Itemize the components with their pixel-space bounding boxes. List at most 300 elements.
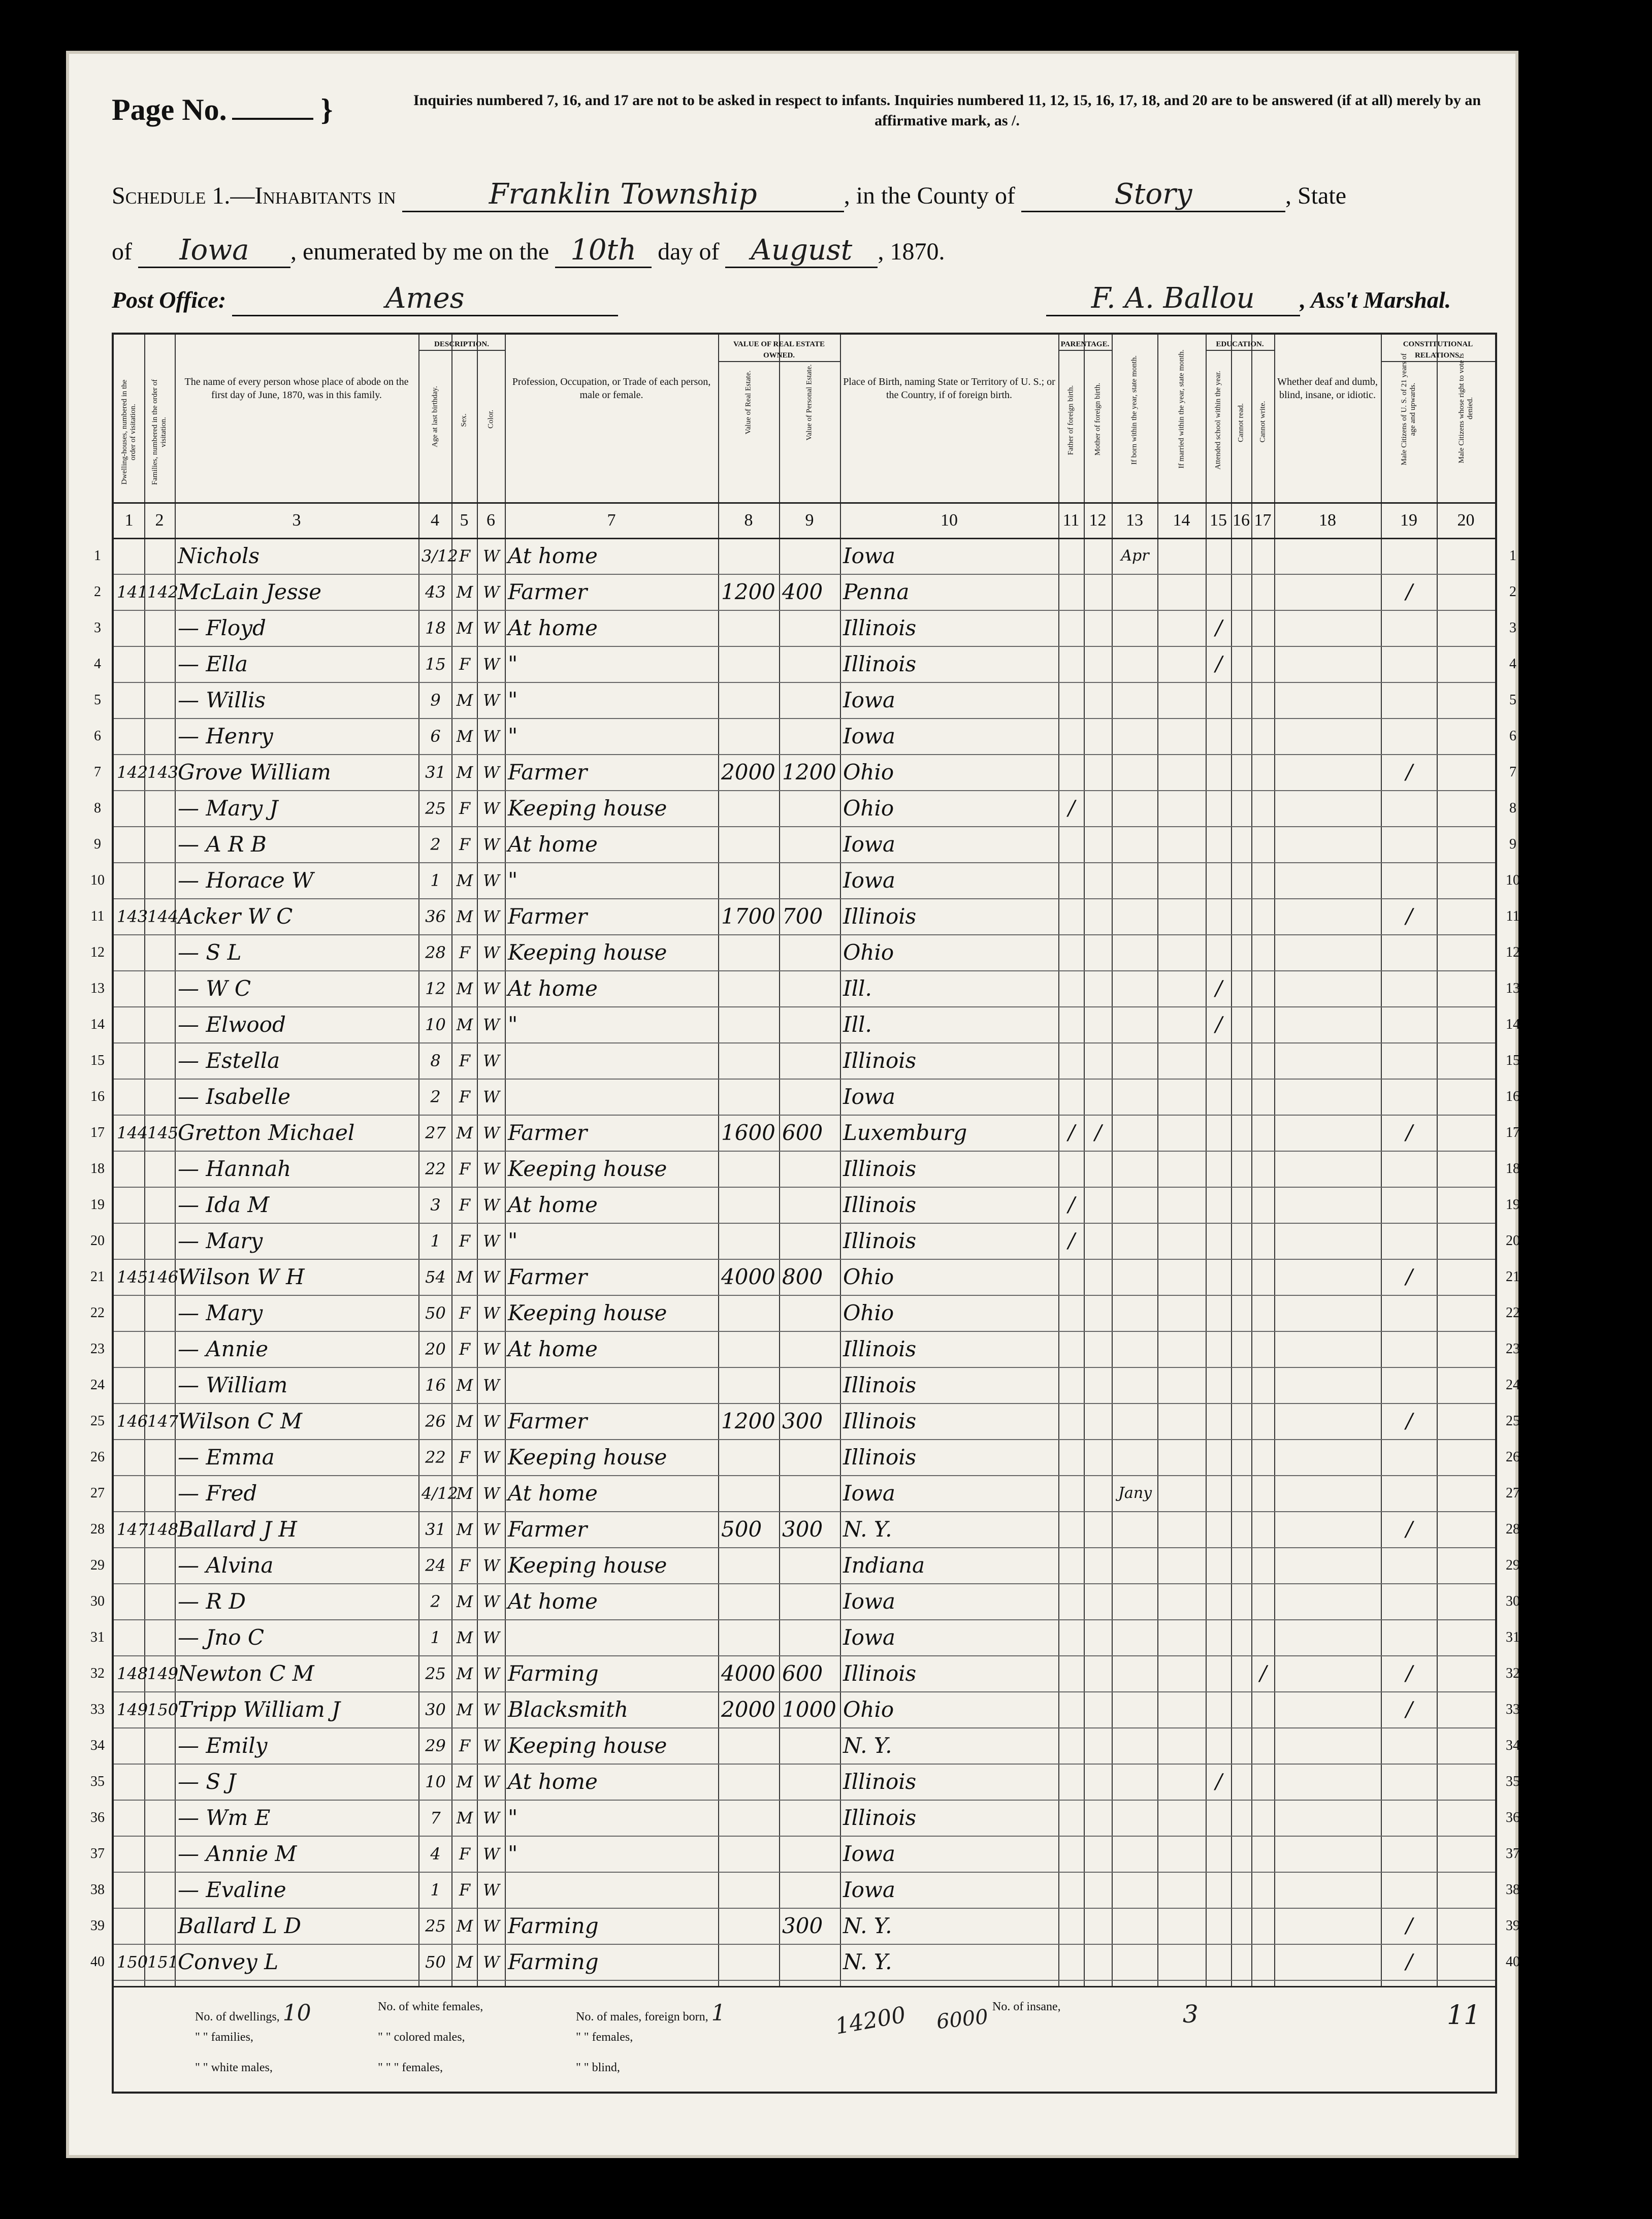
cell-age: 12 xyxy=(425,979,446,998)
line-number: 14 xyxy=(90,1017,105,1032)
cell-age: 15 xyxy=(425,655,446,674)
cell-sex: M xyxy=(456,1952,473,1972)
column-header-15: Attended school within the year. xyxy=(1214,371,1222,470)
cell-name: — Ida M xyxy=(178,1192,270,1217)
column-header-5: Sex. xyxy=(460,413,468,427)
column-number-9: 9 xyxy=(779,502,840,537)
cell-sex: F xyxy=(459,1195,471,1215)
cell-pe: 400 xyxy=(782,579,823,604)
cell-color: W xyxy=(483,1087,500,1106)
cell-c12: / xyxy=(1094,1121,1102,1145)
cell-name: Wilson C M xyxy=(178,1409,303,1433)
cell-age: 1 xyxy=(430,1628,441,1647)
cell-age: 25 xyxy=(425,1916,446,1936)
cell-c19: / xyxy=(1406,761,1413,784)
cell-d: 149 xyxy=(117,1700,148,1719)
cell-age: 4 xyxy=(430,1844,441,1864)
column-divider xyxy=(779,335,780,1987)
cell-color: W xyxy=(483,799,500,818)
cell-color: W xyxy=(483,1376,500,1395)
cell-sex: F xyxy=(459,1051,471,1070)
column-header-13: If born within the year, state month. xyxy=(1130,355,1139,465)
cell-color: W xyxy=(483,1700,500,1719)
line-number: 9 xyxy=(1509,836,1516,852)
cell-age: 22 xyxy=(425,1159,446,1179)
cell-name: — Jno C xyxy=(178,1625,265,1650)
line-number: 27 xyxy=(90,1485,105,1501)
line-number: 33 xyxy=(1506,1702,1520,1717)
cell-d: 146 xyxy=(117,1412,148,1431)
cell-birth: N. Y. xyxy=(843,1517,892,1542)
cell-c15: / xyxy=(1215,1013,1222,1036)
cell-name: — Estella xyxy=(178,1048,280,1073)
page-number-label: Page No. } xyxy=(112,93,333,126)
cell-name: — Horace W xyxy=(178,868,314,893)
cell-pe: 1000 xyxy=(782,1697,836,1722)
cell-age: 27 xyxy=(425,1123,446,1143)
line-number: 26 xyxy=(1506,1449,1520,1465)
cell-name: — S L xyxy=(178,940,242,965)
cell-age: 2 xyxy=(430,1592,441,1611)
cell-occ: Farmer xyxy=(508,1120,588,1145)
cell-sex: M xyxy=(456,1808,473,1828)
cell-name: — Annie M xyxy=(178,1841,297,1866)
line-number: 22 xyxy=(90,1305,105,1321)
cell-name: Newton C M xyxy=(178,1661,314,1686)
line-number: 24 xyxy=(1506,1377,1520,1393)
line-number: 40 xyxy=(1506,1954,1520,1970)
cell-c15: / xyxy=(1215,977,1222,1000)
cell-name: McLain Jesse xyxy=(178,579,321,604)
line-number: 30 xyxy=(1506,1593,1520,1609)
cell-color: W xyxy=(483,582,500,602)
column-header-14: If married within the year, state month. xyxy=(1177,349,1185,469)
cell-color: W xyxy=(483,1844,500,1864)
line-number: 21 xyxy=(1506,1269,1520,1285)
line-number: 4 xyxy=(1509,656,1516,672)
line-number: 31 xyxy=(90,1629,105,1645)
cell-name: — W C xyxy=(178,976,251,1001)
inquiry-note: Inquiries numbered 7, 16, and 17 are not to be asked in respect to infants. Inquiries numbered 11, 12, 15, 16, 17, 18, and 20 are to be answered (if at all) merely by an affirmative mark, as /. xyxy=(413,92,1481,129)
column-divider xyxy=(1274,335,1275,1987)
cell-name: — Mary xyxy=(178,1300,263,1325)
column-header-8: Value of Real Estate. xyxy=(744,370,753,435)
group-header-description: DESCRIPTION. xyxy=(418,339,505,351)
cell-d: 145 xyxy=(117,1267,148,1287)
cell-occ: " xyxy=(508,1228,518,1253)
cell-name: — Floyd xyxy=(178,615,266,640)
cell-age: 28 xyxy=(425,943,446,962)
group-header-parentage: PARENTAGE. xyxy=(1058,339,1112,351)
line-number: 13 xyxy=(90,981,105,996)
cell-name: — Henry xyxy=(178,724,273,748)
cell-birth: Illinois xyxy=(843,1336,917,1361)
cell-sex: F xyxy=(459,655,471,674)
cell-age: 31 xyxy=(425,763,446,782)
cell-color: W xyxy=(483,1736,500,1755)
cell-age: 1 xyxy=(430,871,441,890)
citizens-tally: 11 xyxy=(1447,2000,1481,2031)
cell-color: W xyxy=(483,1556,500,1575)
dwellings-count: 10 xyxy=(282,2000,311,2026)
cell-color: W xyxy=(483,618,500,638)
column-divider xyxy=(840,335,841,1987)
line-number: 5 xyxy=(1509,692,1516,708)
cell-birth: Illinois xyxy=(843,904,917,929)
cell-name: Grove William xyxy=(178,760,331,785)
cell-re: 500 xyxy=(721,1517,762,1542)
line-number: 29 xyxy=(1506,1557,1520,1573)
column-number-14: 14 xyxy=(1157,502,1206,537)
cell-birth: Illinois xyxy=(843,1409,917,1433)
cell-re: 1200 xyxy=(721,579,775,604)
cell-occ: At home xyxy=(508,615,598,640)
line-number: 18 xyxy=(90,1161,105,1177)
line-number: 28 xyxy=(90,1521,105,1537)
line-number: 21 xyxy=(90,1269,105,1285)
column-header-2: Families, numbered in the order of visitation. xyxy=(151,379,168,485)
cell-occ: At home xyxy=(508,543,598,568)
township-value: Franklin Township xyxy=(402,178,844,212)
line-number: 16 xyxy=(90,1089,105,1104)
state-value: Iowa xyxy=(138,234,290,268)
cell-pe: 600 xyxy=(782,1661,823,1686)
cell-color: W xyxy=(483,1231,500,1251)
cell-color: W xyxy=(483,835,500,854)
cell-age: 50 xyxy=(425,1303,446,1323)
cell-sex: M xyxy=(456,1628,473,1647)
cell-name: Nichols xyxy=(178,543,260,568)
line-number: 2 xyxy=(94,584,101,600)
cell-name: — Emily xyxy=(178,1733,268,1758)
cell-re: 4000 xyxy=(721,1264,775,1289)
cell-name: — Mary J xyxy=(178,796,278,821)
cell-age: 36 xyxy=(425,907,446,926)
cell-d: 144 xyxy=(117,1123,148,1143)
cell-occ: Farmer xyxy=(508,1517,588,1542)
line-number: 6 xyxy=(94,728,101,744)
line-number: 23 xyxy=(1506,1341,1520,1357)
line-number: 25 xyxy=(1506,1413,1520,1429)
cell-age: 10 xyxy=(425,1772,446,1791)
line-number: 15 xyxy=(90,1053,105,1068)
line-number: 36 xyxy=(90,1810,105,1825)
cell-birth: Iowa xyxy=(843,1877,895,1902)
cell-occ: Keeping house xyxy=(508,1156,667,1181)
line-number: 19 xyxy=(90,1197,105,1213)
cell-c15: / xyxy=(1215,652,1222,676)
cell-re: 1200 xyxy=(721,1409,775,1433)
column-number-4: 4 xyxy=(418,502,451,537)
cell-sex: M xyxy=(456,1916,473,1936)
column-header-9: Value of Personal Estate. xyxy=(805,364,814,441)
line-number: 38 xyxy=(1506,1882,1520,1898)
cell-age: 3 xyxy=(430,1195,441,1215)
cell-sex: M xyxy=(456,1700,473,1719)
cell-birth: Ohio xyxy=(843,760,894,785)
line-number: 34 xyxy=(1506,1738,1520,1753)
cell-age: 8 xyxy=(430,1051,441,1070)
cell-name: Wilson W H xyxy=(178,1264,305,1289)
cell-birth: Iowa xyxy=(843,688,895,712)
cell-color: W xyxy=(483,1520,500,1539)
line-number: 19 xyxy=(1506,1197,1520,1213)
column-divider xyxy=(1157,335,1158,1987)
cell-sex: M xyxy=(456,1664,473,1683)
cell-sex: F xyxy=(459,1880,471,1900)
cell-sex: F xyxy=(459,1087,471,1106)
cell-age: 22 xyxy=(425,1448,446,1467)
cell-birth: Illinois xyxy=(843,1661,917,1686)
cell-age: 25 xyxy=(425,799,446,818)
cell-sex: F xyxy=(459,1340,471,1359)
cell-pe: 300 xyxy=(782,1517,823,1542)
line-number: 18 xyxy=(1506,1161,1520,1177)
cell-age: 20 xyxy=(425,1340,446,1359)
cell-color: W xyxy=(483,1267,500,1287)
cell-name: — Annie xyxy=(178,1336,269,1361)
cell-sex: F xyxy=(459,1159,471,1179)
column-number-1: 1 xyxy=(114,502,144,537)
line-number: 4 xyxy=(94,656,101,672)
cell-birth: Illinois xyxy=(843,1373,917,1397)
cell-sex: F xyxy=(459,1556,471,1575)
cell-color: W xyxy=(483,979,500,998)
cell-occ: At home xyxy=(508,976,598,1001)
cell-color: W xyxy=(483,1412,500,1431)
column-header-19: Male Citizens of U. S. of 21 years of age and upwards. xyxy=(1400,353,1417,466)
cell-occ: At home xyxy=(508,1769,598,1794)
line-number: 17 xyxy=(1506,1125,1520,1140)
cell-birth: Ohio xyxy=(843,1697,894,1722)
line-number: 38 xyxy=(90,1882,105,1898)
cell-color: W xyxy=(483,1628,500,1647)
cell-name: Ballard L D xyxy=(178,1913,302,1938)
cell-c19: / xyxy=(1406,1950,1413,1974)
males-foreign-count: 1 xyxy=(711,2000,726,2026)
cell-c19: / xyxy=(1406,1914,1413,1938)
cell-color: W xyxy=(483,943,500,962)
cell-name: — Emma xyxy=(178,1445,275,1470)
column-number-18: 18 xyxy=(1274,502,1381,537)
cell-pe: 300 xyxy=(782,1409,823,1433)
line-number: 2 xyxy=(1509,584,1516,600)
line-number: 27 xyxy=(1506,1485,1520,1501)
cell-color: W xyxy=(483,1664,500,1683)
cell-pe: 800 xyxy=(782,1264,823,1289)
cell-name: — William xyxy=(178,1373,288,1397)
column-number-8: 8 xyxy=(718,502,779,537)
cell-f: 145 xyxy=(147,1123,179,1143)
cell-birth: Ohio xyxy=(843,1264,894,1289)
cell-f: 143 xyxy=(147,763,179,782)
line-number: 40 xyxy=(90,1954,105,1970)
cell-birth: Illinois xyxy=(843,651,917,676)
cell-birth: N. Y. xyxy=(843,1733,892,1758)
cell-pe: 700 xyxy=(782,904,823,929)
cell-pe: 600 xyxy=(782,1120,823,1145)
column-header-11: Father of foreign birth. xyxy=(1066,385,1075,455)
cell-name: Gretton Michael xyxy=(178,1120,355,1145)
cell-re: 1700 xyxy=(721,904,775,929)
cell-birth: Illinois xyxy=(843,1048,917,1073)
cell-name: — Alvina xyxy=(178,1553,274,1578)
cell-color: W xyxy=(483,1808,500,1828)
line-number: 3 xyxy=(1509,620,1516,636)
cell-sex: M xyxy=(456,1772,473,1791)
cell-c19: / xyxy=(1406,580,1413,604)
cell-occ: Farmer xyxy=(508,579,588,604)
cell-age: 4/12 xyxy=(422,1484,458,1503)
cell-occ: Keeping house xyxy=(508,940,667,965)
cell-name: Convey L xyxy=(178,1949,279,1974)
county-value: Story xyxy=(1021,178,1285,212)
cell-c11: / xyxy=(1068,797,1075,820)
cell-age: 1 xyxy=(430,1880,441,1900)
cell-c15: / xyxy=(1215,616,1222,640)
schedule-line: Schedule 1.—Inhabitants in Franklin Township , in the County of Story , State xyxy=(112,178,1346,212)
column-divider xyxy=(1231,335,1232,1987)
cell-c19: / xyxy=(1406,1518,1413,1541)
group-header-constitutional: CONSTITUTIONAL RELATIONS. xyxy=(1381,339,1495,362)
total-personal-estate: 6000 xyxy=(935,2005,989,2034)
cell-birth: Iowa xyxy=(843,1589,895,1614)
cell-age: 16 xyxy=(425,1376,446,1395)
cell-occ: " xyxy=(508,1805,518,1830)
line-number: 29 xyxy=(90,1557,105,1573)
marshal-signature: F. A. Ballou xyxy=(1046,282,1300,316)
cell-c11: / xyxy=(1068,1121,1075,1145)
cell-age: 43 xyxy=(425,582,446,602)
cell-c17: / xyxy=(1259,1662,1267,1685)
line-number: 34 xyxy=(90,1738,105,1753)
column-divider xyxy=(718,335,719,1987)
column-divider xyxy=(1437,335,1438,1987)
line-number: 25 xyxy=(90,1413,105,1429)
cell-f: 146 xyxy=(147,1267,179,1287)
cell-d: 148 xyxy=(117,1664,148,1683)
column-divider xyxy=(477,335,478,1987)
column-divider xyxy=(451,335,452,1987)
total-real-estate: 14200 xyxy=(833,2002,908,2040)
cell-name: Acker W C xyxy=(178,904,293,929)
column-number-12: 12 xyxy=(1084,502,1112,537)
line-number: 10 xyxy=(1506,872,1520,888)
cell-birth: Illinois xyxy=(843,1769,917,1794)
cell-age: 1 xyxy=(430,1231,441,1251)
cell-birth: N. Y. xyxy=(843,1913,892,1938)
cell-color: W xyxy=(483,1916,500,1936)
cell-birth: Illinois xyxy=(843,1805,917,1830)
column-header-18: Whether deaf and dumb, blind, insane, or idiotic. xyxy=(1277,376,1378,401)
cell-sex: F xyxy=(459,943,471,962)
cell-d: 147 xyxy=(117,1520,148,1539)
cell-sex: M xyxy=(456,618,473,638)
cell-age: 2 xyxy=(430,1087,441,1106)
cell-sex: F xyxy=(459,1736,471,1755)
cell-age: 18 xyxy=(425,618,446,638)
cell-birth: Ohio xyxy=(843,796,894,821)
census-table xyxy=(90,333,1520,2094)
cell-name: — Isabelle xyxy=(178,1084,290,1109)
line-number: 37 xyxy=(90,1846,105,1862)
day-value: 10th xyxy=(555,234,652,268)
cell-re: 4000 xyxy=(721,1661,775,1686)
column-number-5: 5 xyxy=(451,502,477,537)
column-number-3: 3 xyxy=(175,502,418,537)
cell-color: W xyxy=(483,691,500,710)
column-divider xyxy=(1058,335,1059,1987)
cell-age: 3/12 xyxy=(422,546,458,566)
cell-birth: Illinois xyxy=(843,615,917,640)
line-number: 35 xyxy=(90,1774,105,1789)
column-header-4: Age at last birthday. xyxy=(431,385,439,447)
cell-occ: Farming xyxy=(508,1913,599,1938)
line-number: 28 xyxy=(1506,1521,1520,1537)
cell-d: 141 xyxy=(117,582,148,602)
cell-birth: Iowa xyxy=(843,543,895,568)
cell-occ: " xyxy=(508,688,518,712)
cell-age: 31 xyxy=(425,1520,446,1539)
cell-occ: Keeping house xyxy=(508,796,667,821)
cell-occ: At home xyxy=(508,1589,598,1614)
column-number-7: 7 xyxy=(505,502,718,537)
cell-occ: At home xyxy=(508,1336,598,1361)
cell-name: — Fred xyxy=(178,1481,257,1506)
cell-pe: 1200 xyxy=(782,760,836,785)
line-number: 20 xyxy=(1506,1233,1520,1249)
cell-sex: F xyxy=(459,546,471,566)
cell-birth: Ohio xyxy=(843,940,894,965)
cell-birth: Iowa xyxy=(843,724,895,748)
cell-sex: M xyxy=(456,1520,473,1539)
cell-c13: Apr xyxy=(1121,547,1149,565)
column-header-20: Male Citizens whose right to vote is denied. xyxy=(1457,353,1474,463)
cell-color: W xyxy=(483,1303,500,1323)
cell-birth: Iowa xyxy=(843,1841,895,1866)
line-number: 6 xyxy=(1509,728,1516,744)
cell-age: 6 xyxy=(430,727,441,746)
column-number-16: 16 xyxy=(1231,502,1251,537)
cell-sex: M xyxy=(456,727,473,746)
cell-c13: Jany xyxy=(1118,1484,1152,1502)
cell-name: Tripp William J xyxy=(178,1697,340,1722)
line-number: 3 xyxy=(94,620,101,636)
column-divider xyxy=(505,335,506,1987)
cell-color: W xyxy=(483,1051,500,1070)
column-divider xyxy=(1251,335,1252,1987)
column-header-7: Profession, Occupation, or Trade of each person, male or female. xyxy=(512,376,711,401)
cell-birth: Iowa xyxy=(843,1084,895,1109)
cell-occ: Keeping house xyxy=(508,1445,667,1470)
column-number-20: 20 xyxy=(1437,502,1495,537)
cell-f: 151 xyxy=(147,1952,179,1972)
cell-d: 142 xyxy=(117,763,148,782)
line-number: 9 xyxy=(94,836,101,852)
line-number: 16 xyxy=(1506,1089,1520,1104)
line-number: 22 xyxy=(1506,1305,1520,1321)
column-header-17: Cannot write. xyxy=(1258,401,1267,442)
cell-color: W xyxy=(483,1015,500,1034)
cell-color: W xyxy=(483,1340,500,1359)
cell-name: Ballard J H xyxy=(178,1517,297,1542)
cell-name: — Mary xyxy=(178,1228,263,1253)
cell-name: — S J xyxy=(178,1769,236,1794)
column-number-19: 19 xyxy=(1381,502,1437,537)
cell-name: — Wm E xyxy=(178,1805,271,1830)
column-number-10: 10 xyxy=(840,502,1058,537)
line-number: 1 xyxy=(94,548,101,564)
